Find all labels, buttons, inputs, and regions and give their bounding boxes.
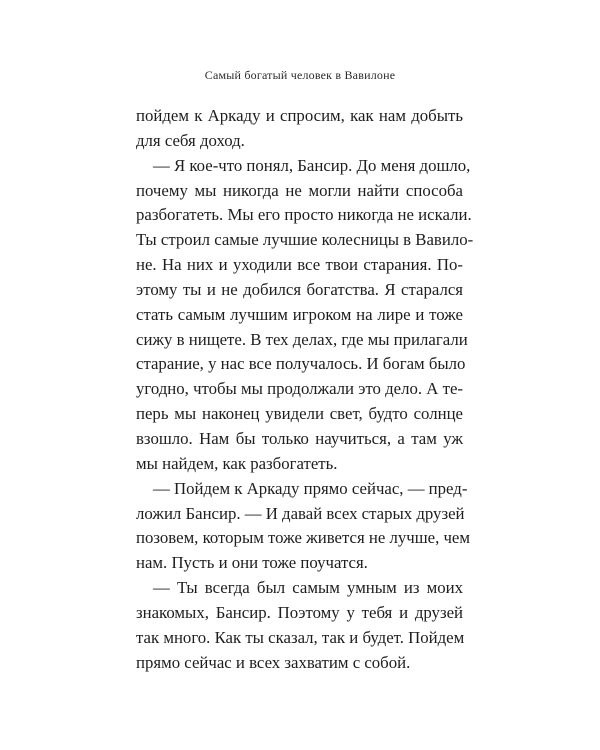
- text-line: — Я кое-что понял, Бансир. До меня дошло,: [153, 155, 471, 175]
- text-line: стать самым лучшим игроком на лире и тоже: [136, 304, 463, 324]
- running-head: Самый богатый человек в Вавилоне: [204, 68, 396, 82]
- text-line: не. На них и уходили все твои старания. По-: [136, 255, 463, 275]
- text-line: старание, у нас все получалось. И богам было: [136, 354, 466, 374]
- text-line: — Пойдем к Аркаду прямо сейчас, — пред-: [153, 478, 468, 498]
- text-line: ложил Бансир. — И давай всех старых друзей: [136, 503, 465, 523]
- text-line: почему мы никогда не могли найти способа: [136, 180, 463, 200]
- text-line: нам. Пусть и они тоже поучатся.: [136, 553, 368, 573]
- text-line: так много. Как ты сказал, так и будет. Пойдем: [136, 627, 465, 647]
- body-text: [136, 104, 474, 675]
- text-line: позовем, которым тоже живется не лучше, чем: [136, 528, 470, 548]
- text-line: перь мы наконец увидели свет, будто солнце: [136, 404, 463, 424]
- text-line: мы найдем, как разбогатеть.: [136, 453, 338, 473]
- text-line: знакомых, Бансир. Поэтому у тебя и друзей: [136, 602, 463, 622]
- text-line: пойдем к Аркаду и спросим, как нам добыть: [136, 106, 463, 125]
- text-line: этому ты и не добился богатства. Я старался: [136, 279, 463, 299]
- text-line: взошло. Нам бы только научиться, а там уж: [136, 428, 463, 448]
- text-line: угодно, чтобы мы продолжали это дело. А те-: [136, 379, 463, 399]
- text-line: — Ты всегда был самым умным из моих: [153, 578, 463, 598]
- text-line: Ты строил самые лучшие колесницы в Вавило-: [136, 230, 474, 250]
- text-line: для себя доход.: [136, 130, 245, 150]
- text-line: прямо сейчас и всех захватим с собой.: [136, 652, 411, 672]
- text-line: разбогатеть. Мы его просто никогда не искали.: [136, 205, 472, 225]
- text-line: сижу в нищете. В тех делах, где мы прилагали: [136, 329, 468, 349]
